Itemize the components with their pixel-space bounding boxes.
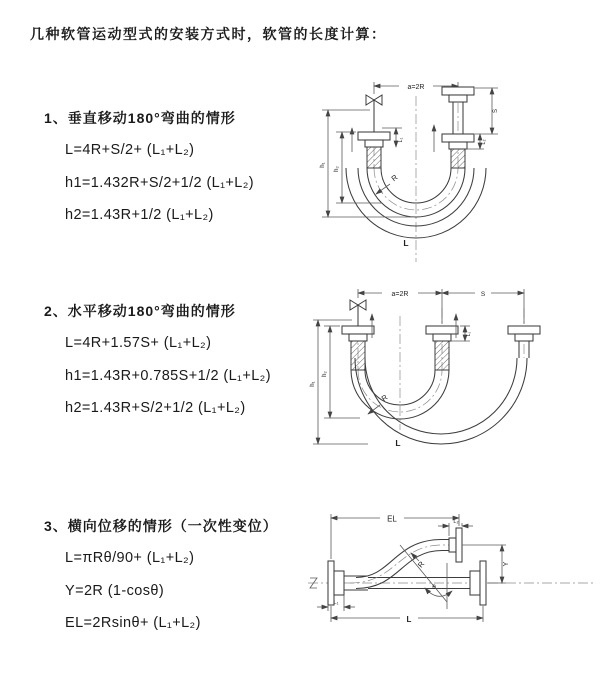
flange (508, 326, 540, 334)
flange (480, 561, 486, 605)
hose-displaced-outer (355, 358, 527, 444)
dim-label-l1: L₁ (466, 331, 472, 337)
dim-label-y: Y (503, 561, 510, 567)
dim-label-l1: L₁ (333, 600, 339, 606)
angle-label-theta: θ (432, 584, 436, 591)
section-2-formula-h2: h2=1.43R+S/2+1/2 (L₁+L₂) (65, 400, 246, 416)
section-2-formula-h1: h1=1.43R+0.785S+1/2 (L₁+L₂) (65, 367, 271, 384)
section-3-heading: 3、横向位移的情形（一次性变位） (44, 518, 278, 534)
dim-label-s: S (493, 108, 499, 114)
dim-label-s: S (480, 291, 486, 298)
braided-hose-section (367, 147, 381, 168)
section-2-formula-L: L=4R+1.57S+ (L₁+L₂) (65, 335, 212, 351)
section-3-formula-Y: Y=2R (1-cosθ) (65, 582, 165, 599)
diagram-lateral-displacement (300, 505, 600, 650)
section-1-formula-h2: h2=1.43R+1/2 (L₁+L₂) (65, 207, 214, 223)
flange (442, 87, 474, 95)
radius-label: R (389, 172, 400, 184)
valve-icon (366, 95, 382, 132)
dim-label-h2: h₂ (322, 371, 328, 377)
dim-label-l2: L₂ (481, 139, 487, 145)
section-3 (44, 510, 278, 640)
section-3-formula-EL: EL=2Rsinθ+ (L₁+L₂) (65, 615, 201, 631)
flange (342, 326, 374, 334)
section-3-formula-L: L=πRθ/90+ (L₁+L₂) (65, 550, 195, 566)
length-label: L (403, 238, 409, 248)
section-1-heading: 1、垂直移动180°弯曲的情形 (44, 110, 236, 126)
dim-label-l2: L₂ (453, 519, 459, 525)
dim-label-a2r: a=2R (407, 84, 425, 91)
page-title: 几种软管运动型式的安装方式时，软管的长度计算： (30, 26, 387, 42)
braided-hose-section (435, 341, 449, 370)
diagram-horizontal-180-bend (308, 278, 600, 462)
dim-label-h1: h₁ (320, 162, 326, 168)
flange (426, 326, 458, 334)
valve-icon (350, 300, 366, 326)
flange (456, 528, 462, 562)
dim-label-l1: L₁ (398, 137, 404, 143)
section-1-formula-h1: h1=1.432R+S/2+1/2 (L₁+L₂) (65, 174, 255, 191)
section-2 (44, 295, 271, 425)
dim-label-a2r: a=2R (391, 291, 409, 298)
radius-label: R (379, 392, 390, 404)
dim-label-h2: h₂ (334, 166, 340, 172)
dim-label-h1: h₁ (310, 381, 316, 387)
braided-hose-section (351, 341, 365, 370)
section-1 (44, 102, 254, 232)
section-1-formula-L: L=4R+S/2+ (L₁+L₂) (65, 142, 195, 158)
radius-label: R (415, 559, 427, 570)
dim-label-el: EL (387, 514, 397, 524)
length-label: L (395, 438, 401, 448)
flange (358, 132, 390, 140)
diagram-vertical-180-bend (312, 70, 600, 265)
flange (328, 561, 334, 605)
braided-hose-section (451, 149, 465, 168)
length-label: L (406, 615, 412, 624)
section-2-heading: 2、水平移动180°弯曲的情形 (44, 303, 236, 319)
